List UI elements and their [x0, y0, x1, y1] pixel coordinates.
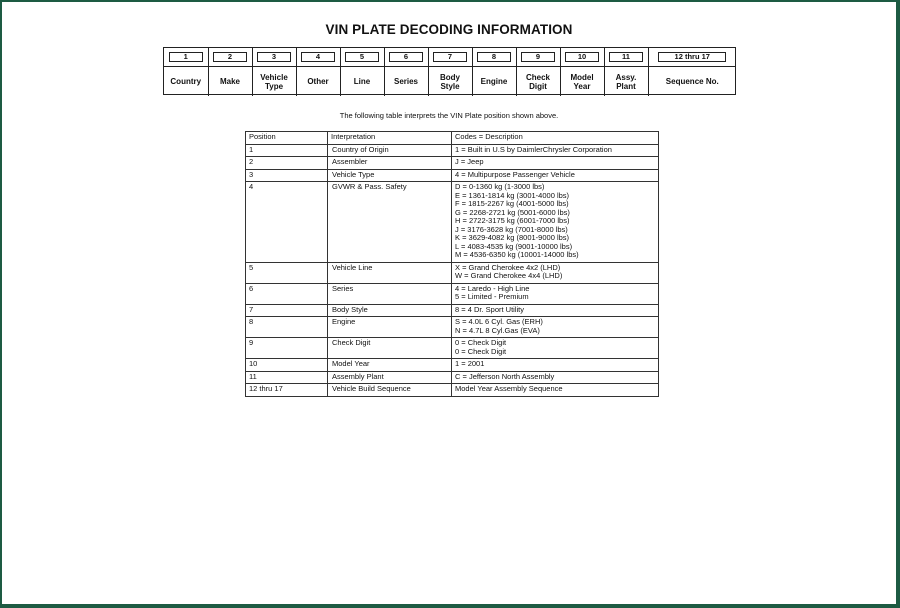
position-cell: 6	[246, 283, 328, 304]
vin-position-number: 8	[477, 52, 511, 62]
table-row	[246, 371, 659, 384]
interpretation-cell: Vehicle Build Sequence	[328, 384, 452, 397]
interpretation-cell: GVWR & Pass. Safety	[328, 182, 452, 263]
codes-cell: 4 = Multipurpose Passenger Vehicle	[452, 169, 659, 182]
vin-position-cell	[428, 48, 472, 96]
vin-position-number: 2	[213, 52, 247, 62]
codes-cell: 4 = Laredo - High Line 5 = Limited - Premium	[452, 283, 659, 304]
interpretation-cell: Assembly Plant	[328, 371, 452, 384]
interpretation-cell: Body Style	[328, 304, 452, 317]
vin-position-cell	[384, 48, 428, 96]
vin-position-label: Series	[393, 77, 419, 86]
interpretation-cell: Country of Origin	[328, 144, 452, 157]
header-position: Position	[246, 132, 328, 145]
vin-position-label: Vehicle Type	[260, 72, 288, 91]
interpretation-cell: Model Year	[328, 359, 452, 372]
vin-position-label: Body Style	[440, 72, 460, 91]
vin-position-label: Check Digit	[525, 72, 550, 91]
table-row	[246, 304, 659, 317]
codes-cell: S = 4.0L 6 Cyl. Gas (ERH) N = 4.7L 8 Cyl.Gas (EVA)	[452, 317, 659, 338]
interpretation-cell: Assembler	[328, 157, 452, 170]
vin-plate-row	[164, 48, 736, 96]
vin-position-cell	[560, 48, 604, 96]
position-cell: 8	[246, 317, 328, 338]
vin-position-label: Assy. Plant	[615, 72, 637, 91]
codes-cell: C = Jefferson North Assembly	[452, 371, 659, 384]
vin-position-cell	[208, 48, 252, 96]
position-cell: 4	[246, 182, 328, 263]
table-row	[246, 283, 659, 304]
position-cell: 12 thru 17	[246, 384, 328, 397]
vin-position-label: Model Year	[570, 72, 594, 91]
interpretation-cell: Check Digit	[328, 338, 452, 359]
vin-position-cell	[164, 48, 208, 96]
vin-position-label: Line	[353, 77, 371, 86]
codes-cell: 1 = 2001	[452, 359, 659, 372]
position-cell: 3	[246, 169, 328, 182]
table-row	[246, 317, 659, 338]
codes-cell: 1 = Built in U.S by DaimlerChrysler Corporation	[452, 144, 659, 157]
table-row	[246, 338, 659, 359]
position-cell: 9	[246, 338, 328, 359]
vin-position-number: 7	[433, 52, 467, 62]
header-interpretation: Interpretation	[328, 132, 452, 145]
vin-plate-diagram	[163, 47, 736, 95]
codes-cell: D = 0-1360 kg (1-3000 lbs) E = 1361-1814 kg (3001-4000 lbs) F = 1815-2267 kg (4001-5000 lbs) G = 2268-2721 kg (5001-6000 lbs) H = 2722-3175 kg (6001-7000 lbs) J = 3176-3628 kg (7001-8000 lbs) K = 3629-4082 kg (8001-9000 lbs) L = 4083-4535 kg (9001-10000 lbs) M = 4536-6350 kg (10001-14000 lbs)	[452, 182, 659, 263]
vin-position-number: 12 thru 17	[658, 52, 726, 62]
codes-cell: Model Year Assembly Sequence	[452, 384, 659, 397]
vin-position-label: Make	[219, 77, 240, 86]
position-cell: 1	[246, 144, 328, 157]
vin-position-cell	[340, 48, 384, 96]
vin-position-label: Sequence No.	[665, 77, 719, 86]
interpretation-table	[245, 131, 659, 397]
vin-position-number: 5	[345, 52, 379, 62]
table-row	[246, 169, 659, 182]
vin-position-cell	[296, 48, 340, 96]
vin-position-label: Engine	[480, 77, 508, 86]
vin-position-number: 4	[301, 52, 335, 62]
interpretation-cell: Engine	[328, 317, 452, 338]
table-row	[246, 384, 659, 397]
position-cell: 2	[246, 157, 328, 170]
vin-position-number: 10	[565, 52, 599, 62]
interpretation-cell: Series	[328, 283, 452, 304]
vin-position-cell	[648, 48, 736, 96]
document-page	[2, 2, 896, 604]
header-codes: Codes = Description	[452, 132, 659, 145]
page-title: VIN PLATE DECODING INFORMATION	[325, 22, 573, 37]
interpretation-cell: Vehicle Type	[328, 169, 452, 182]
vin-position-number: 1	[169, 52, 203, 62]
position-cell: 7	[246, 304, 328, 317]
interpretation-cell: Vehicle Line	[328, 262, 452, 283]
vin-position-label: Other	[307, 77, 329, 86]
vin-position-number: 9	[521, 52, 555, 62]
intro-text: The following table interprets the VIN Plate position shown above.	[339, 111, 559, 120]
vin-position-number: 11	[609, 52, 643, 62]
position-cell: 10	[246, 359, 328, 372]
vin-position-number: 6	[389, 52, 423, 62]
vin-position-cell	[472, 48, 516, 96]
codes-cell: 8 = 4 Dr. Sport Utility	[452, 304, 659, 317]
position-cell: 5	[246, 262, 328, 283]
codes-cell: J = Jeep	[452, 157, 659, 170]
table-row	[246, 182, 659, 263]
vin-position-label: Country	[170, 77, 202, 86]
table-row	[246, 359, 659, 372]
table-row	[246, 262, 659, 283]
vin-position-cell	[252, 48, 296, 96]
codes-cell: X = Grand Cherokee 4x2 (LHD) W = Grand Cherokee 4x4 (LHD)	[452, 262, 659, 283]
table-header-row	[246, 132, 659, 145]
vin-position-cell	[516, 48, 560, 96]
vin-position-cell	[604, 48, 648, 96]
table-row	[246, 144, 659, 157]
position-cell: 11	[246, 371, 328, 384]
table-row	[246, 157, 659, 170]
vin-position-number: 3	[257, 52, 291, 62]
codes-cell: 0 = Check Digit 0 = Check Digit	[452, 338, 659, 359]
